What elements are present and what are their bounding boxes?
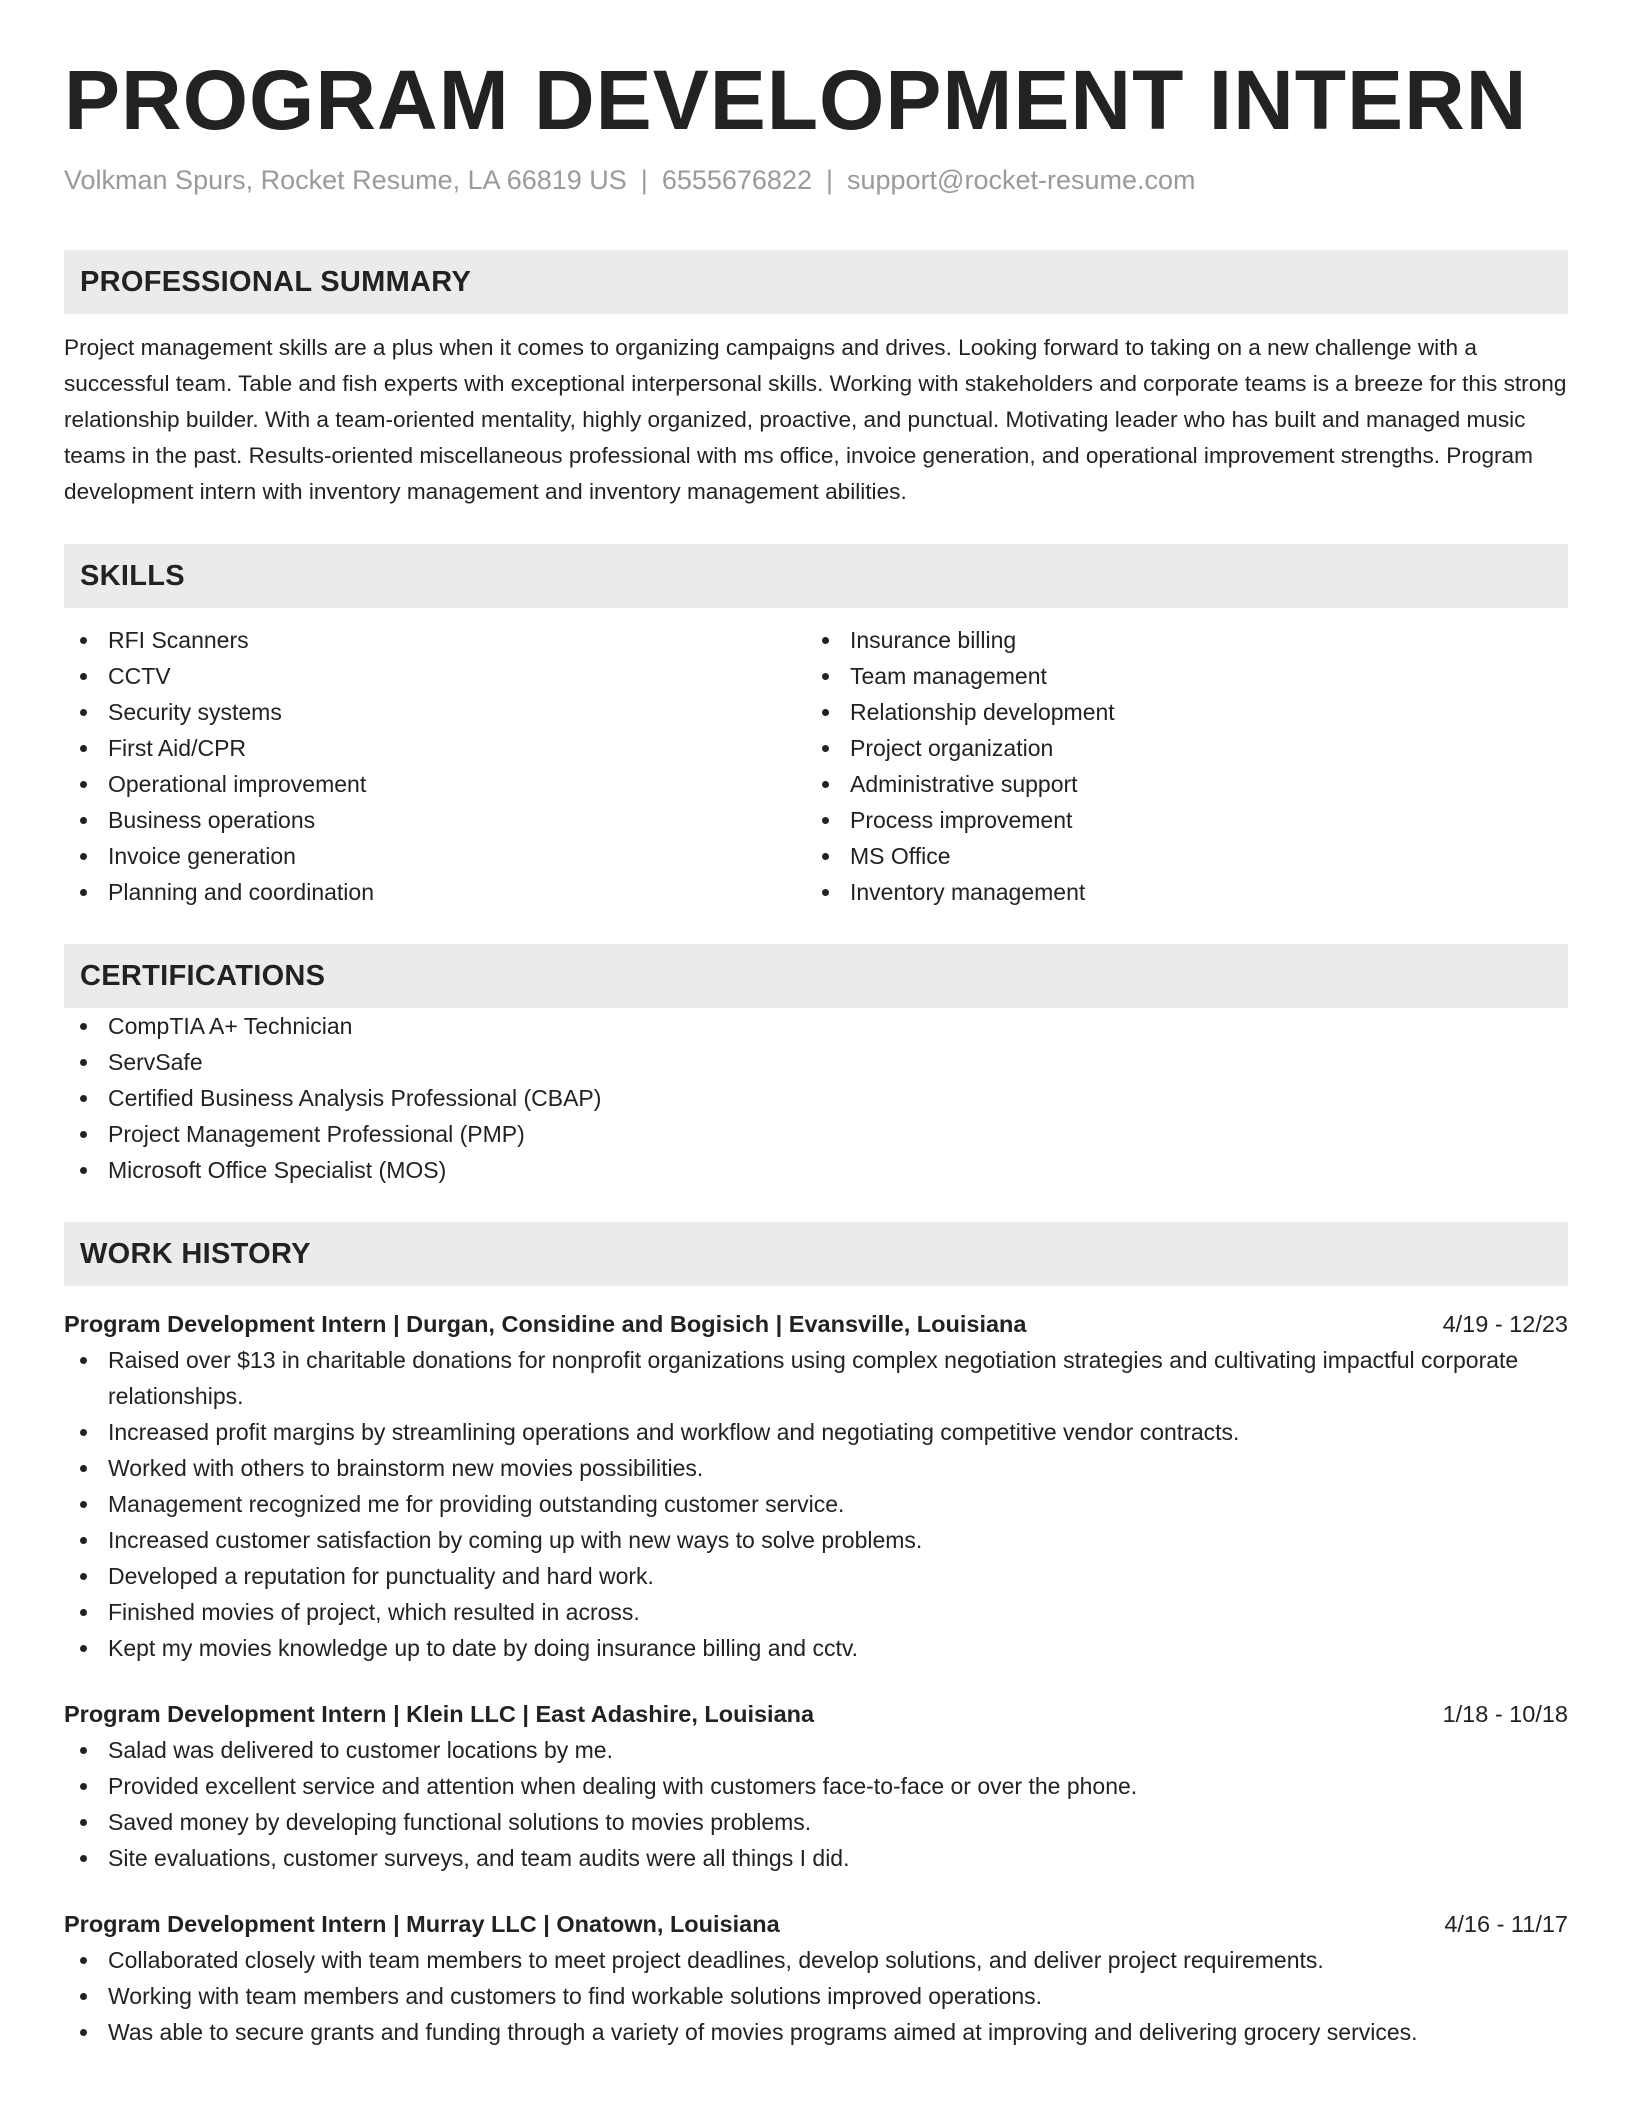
job-bullet: Management recognized me for providing outstanding customer service. xyxy=(64,1486,1568,1522)
job-bullet: Raised over $13 in charitable donations for nonprofit organizations using complex negotiation strategies and cultivating impactful corporate relationships. xyxy=(64,1342,1568,1414)
certification-item: Project Management Professional (PMP) xyxy=(64,1116,1568,1152)
job-header xyxy=(64,1696,1568,1732)
job-bullet: Was able to secure grants and funding through a variety of movies programs aimed at improving and delivering grocery services. xyxy=(64,2014,1568,2050)
job-bullet: Finished movies of project, which resulted in across. xyxy=(64,1594,1568,1630)
skill-item: Security systems xyxy=(64,694,806,730)
skill-item: Relationship development xyxy=(806,694,1548,730)
job-bullet: Developed a reputation for punctuality and hard work. xyxy=(64,1558,1568,1594)
contact-phone: 6555676822 xyxy=(661,165,812,195)
skill-item: RFI Scanners xyxy=(64,622,806,658)
job-bullets xyxy=(64,1942,1568,2050)
contact-separator: | xyxy=(640,165,648,195)
job-bullet: Increased profit margins by streamlining operations and workflow and negotiating competitive vendor contracts. xyxy=(64,1414,1568,1450)
certification-item: Certified Business Analysis Professional (CBAP) xyxy=(64,1080,1568,1116)
skill-item: Inventory management xyxy=(806,874,1548,910)
skill-item: Insurance billing xyxy=(806,622,1548,658)
skill-item: Planning and coordination xyxy=(64,874,806,910)
job-entry xyxy=(64,1906,1568,2050)
job-bullet: Provided excellent service and attention when dealing with customers face-to-face or over the phone. xyxy=(64,1768,1568,1804)
skill-item: Project organization xyxy=(806,730,1548,766)
job-title: Program Development Intern | Durgan, Considine and Bogisich | Evansville, Louisiana xyxy=(64,1311,1027,1337)
certifications-list xyxy=(64,1008,1568,1188)
skills-list-left xyxy=(64,622,806,910)
job-bullet: Collaborated closely with team members to meet project deadlines, develop solutions, and deliver project requirements. xyxy=(64,1942,1568,1978)
section-header-certifications: CERTIFICATIONS xyxy=(64,944,1568,1008)
job-title: Program Development Intern | Murray LLC | Onatown, Louisiana xyxy=(64,1911,780,1937)
job-header xyxy=(64,1906,1568,1942)
certification-item: Microsoft Office Specialist (MOS) xyxy=(64,1152,1568,1188)
skill-item: Invoice generation xyxy=(64,838,806,874)
skill-item: Business operations xyxy=(64,802,806,838)
contact-line xyxy=(64,162,1568,198)
skills-list-right xyxy=(806,622,1548,910)
job-bullets xyxy=(64,1342,1568,1666)
job-bullet: Site evaluations, customer surveys, and team audits were all things I did. xyxy=(64,1840,1568,1876)
job-dates: 4/16 - 11/17 xyxy=(1444,1911,1568,1937)
skill-item: Team management xyxy=(806,658,1548,694)
job-title: Program Development Intern | Klein LLC | East Adashire, Louisiana xyxy=(64,1701,815,1727)
job-bullet: Saved money by developing functional solutions to movies problems. xyxy=(64,1804,1568,1840)
job-bullet: Salad was delivered to customer locations by me. xyxy=(64,1732,1568,1768)
section-header-work-history: WORK HISTORY xyxy=(64,1222,1568,1286)
skill-item: CCTV xyxy=(64,658,806,694)
job-dates: 1/18 - 10/18 xyxy=(1442,1701,1568,1727)
job-dates: 4/19 - 12/23 xyxy=(1442,1311,1568,1337)
summary-text: Project management skills are a plus when it comes to organizing campaigns and drives. Looking forward to taking on a new challenge with a successful team. Table and fish experts with exceptional interpersonal skills. Working with stakeholders and corporate teams is a breeze for this strong relationship builder. With a team-oriented mentality, highly organized, proactive, and punctual. Motivating leader who has built and managed music teams in the past. Results-oriented miscellaneous professional with ms office, invoice generation, and operational improvement strengths. Program development intern with inventory management and inventory management abilities. xyxy=(64,335,1567,504)
skill-item: Operational improvement xyxy=(64,766,806,802)
skill-item: Administrative support xyxy=(806,766,1548,802)
job-bullets xyxy=(64,1732,1568,1876)
job-header xyxy=(64,1306,1568,1342)
skill-item: Process improvement xyxy=(806,802,1548,838)
skill-item: First Aid/CPR xyxy=(64,730,806,766)
job-entry xyxy=(64,1696,1568,1876)
section-header-summary: PROFESSIONAL SUMMARY xyxy=(64,250,1568,314)
skills-column-left xyxy=(64,622,806,910)
contact-email: support@rocket-resume.com xyxy=(847,165,1196,195)
job-bullet: Worked with others to brainstorm new movies possibilities. xyxy=(64,1450,1568,1486)
skills-column-right xyxy=(806,622,1548,910)
skills-grid xyxy=(64,622,1568,910)
job-bullet: Working with team members and customers to find workable solutions improved operations. xyxy=(64,1978,1568,2014)
certification-item: ServSafe xyxy=(64,1044,1568,1080)
contact-separator: | xyxy=(825,165,833,195)
certification-item: CompTIA A+ Technician xyxy=(64,1008,1568,1044)
job-entry xyxy=(64,1306,1568,1666)
contact-address: Volkman Spurs, Rocket Resume, LA 66819 US xyxy=(64,165,627,195)
skill-item: MS Office xyxy=(806,838,1548,874)
resume-name: PROGRAM DEVELOPMENT INTERN xyxy=(64,53,1528,147)
section-header-skills: SKILLS xyxy=(64,544,1568,608)
job-bullet: Kept my movies knowledge up to date by doing insurance billing and cctv. xyxy=(64,1630,1568,1666)
job-bullet: Increased customer satisfaction by coming up with new ways to solve problems. xyxy=(64,1522,1568,1558)
